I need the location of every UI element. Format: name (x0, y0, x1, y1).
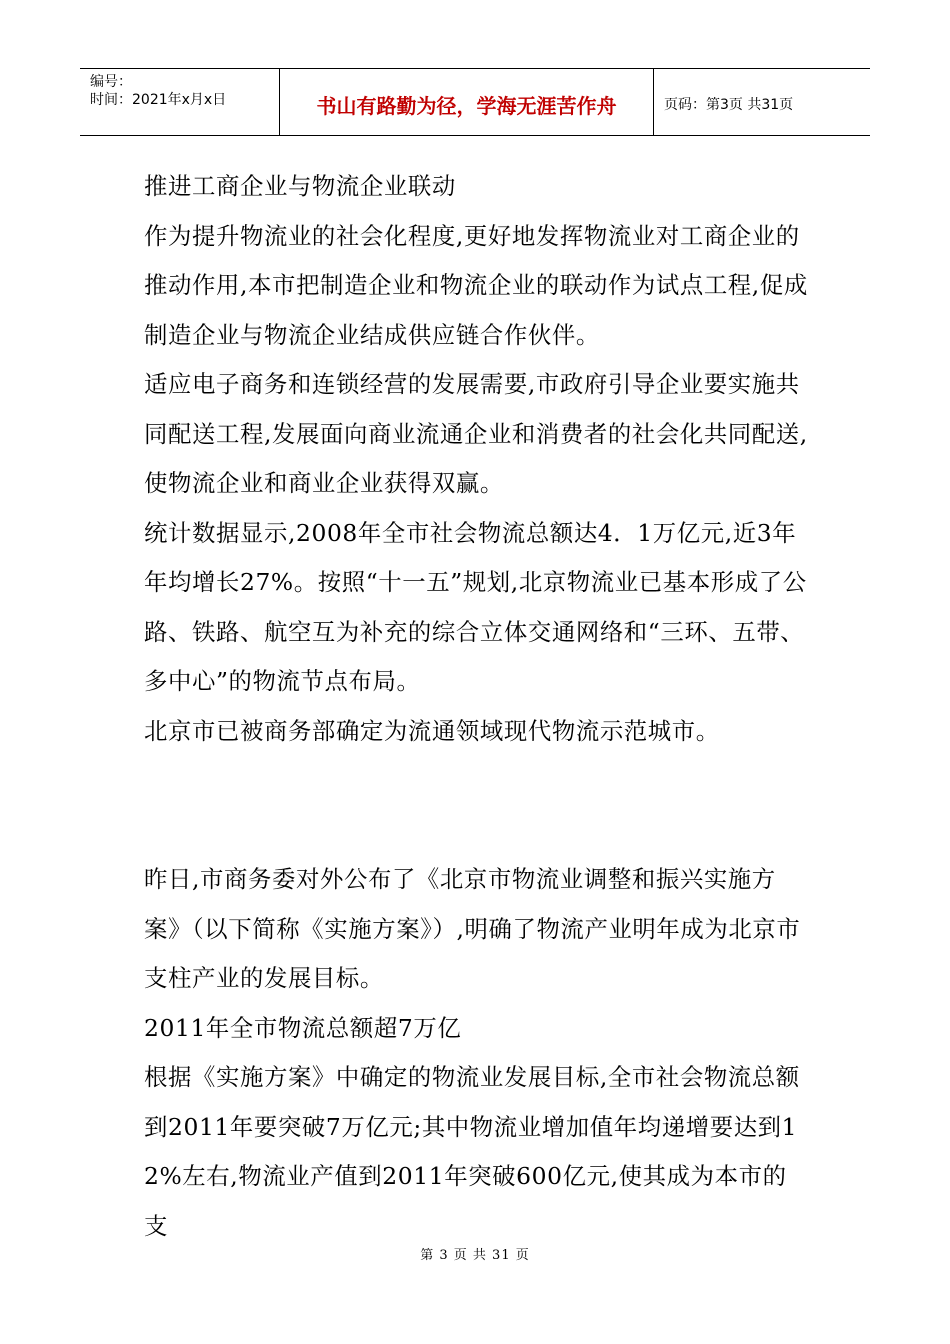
paragraph: 昨日,市商务委对外公布了《北京市物流业调整和振兴实施方案》（以下简称《实施方案》）,明确了物流产业明年成为北京市支柱产业的发展目标。 (144, 865, 801, 992)
blank-space (144, 756, 809, 855)
page-header (80, 68, 870, 136)
header-meta (80, 69, 280, 135)
header-motto: 书山有路勤为径，学海无涯苦作舟 (280, 69, 654, 135)
document-body (144, 162, 809, 1251)
document-time-label: 时间：2021年x月x日 (90, 92, 227, 108)
document-number-label: 编号： (90, 74, 132, 90)
paragraph: 2011年全市物流总额超7万亿 (144, 1013, 462, 1042)
paragraph: 统计数据显示,2008年全市社会物流总额达4．1万亿元,近3年年均增长27%。按照“十一五”规划,北京物流业已基本形成了公路、铁路、航空互为补充的综合立体交通网络和“三环、五带、多中心”的物流节点布局。 (144, 518, 807, 695)
paragraph: 根据《实施方案》中确定的物流业发展目标,全市社会物流总额到2011年要突破7万亿元;其中物流业增加值年均递增要达到12%左右,物流业产值到2011年突破600亿元,使其成为本市的支 (144, 1063, 800, 1240)
page-footer: 第 3 页 共 31 页 (420, 1248, 530, 1263)
paragraph: 北京市已被商务部确定为流通领域现代物流示范城市。 (144, 716, 720, 745)
paragraph: 推进工商企业与物流企业联动 (144, 172, 456, 200)
header-page-info: 页码：第3页 共31页 (664, 97, 794, 113)
paragraph: 适应电子商务和连锁经营的发展需要,市政府引导企业要实施共同配送工程,发展面向商业流通企业和消费者的社会化共同配送,使物流企业和商业企业获得双赢。 (144, 370, 808, 497)
paragraph: 作为提升物流业的社会化程度,更好地发挥物流业对工商企业的推动作用,本市把制造企业和物流企业的联动作为试点工程,促成制造企业与物流企业结成供应链合作伙伴。 (144, 221, 808, 349)
